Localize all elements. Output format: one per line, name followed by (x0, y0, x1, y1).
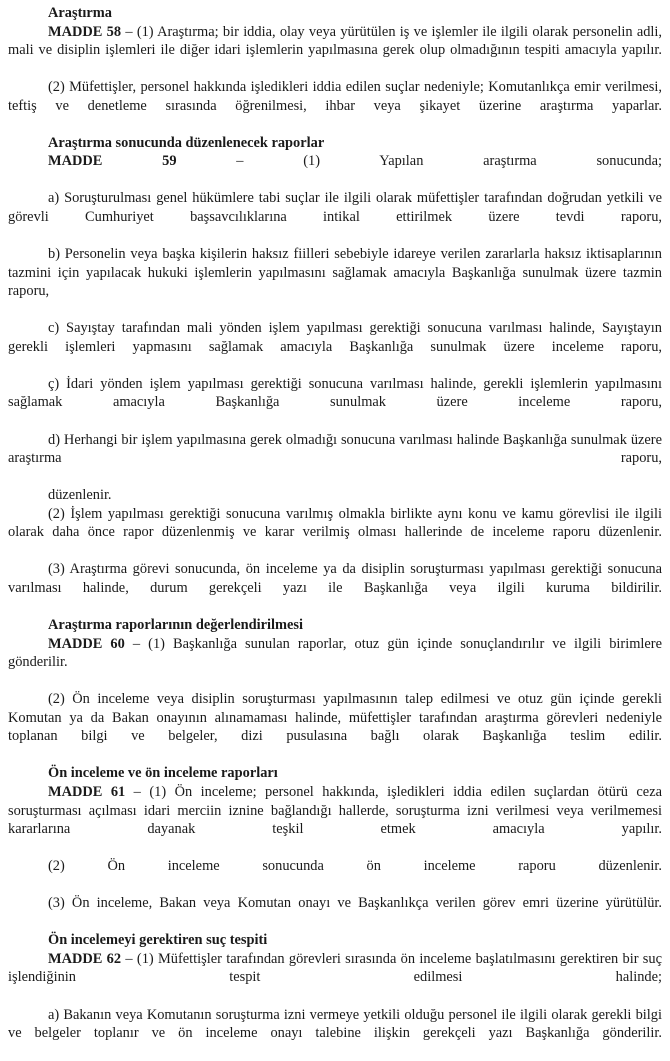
article-number: MADDE 60 (48, 635, 125, 652)
section-heading-text: Ön incelemeyi gerektiren suç tespiti (48, 932, 268, 949)
body-paragraph (8, 857, 662, 894)
body-paragraph-text: (2) İşlem yapılması gerektiği sonucuna varılmış olmakla birlikte aynı konu ve kamu görevlisi ile ilgili olarak daha önce rapor düzenlenmiş ve karar verilmiş olması hallerinde de inceleme raporu düzenlenir. (8, 505, 662, 541)
body-paragraph (8, 560, 662, 616)
article-body-text: – (1) Başkanlığa sunulan raporlar, otuz gün içinde sonuçlandırılır ve ilgili birimlere gönderilir. (8, 635, 662, 671)
article-body-text: – (1) Müfettişler tarafından görevleri sırasında ön inceleme başlatılmasını gerektiren bir suç işlendiğinin tespit edilmesi halinde; (8, 950, 662, 986)
article-number: MADDE 61 (48, 783, 126, 800)
body-paragraph-text: a) Soruşturulması genel hükümlere tabi suçlar ile ilgili olarak müfettişler tarafından doğrudan yetkili ve görevli Cumhuriyet başsavcılıklarına intikal ettirilmek üzere tevdi raporu, (8, 190, 662, 226)
body-paragraph-text: d) Herhangi bir işlem yapılmasına gerek olmadığı sonucuna varılması halinde Başkanlığa sunulmak üzere araştırma raporu, (8, 431, 662, 467)
body-paragraph (8, 1006, 662, 1061)
body-paragraph (8, 894, 662, 931)
body-paragraph-text: (2) Ön inceleme veya disiplin soruşturması yapılmasının talep edilmesi ve otuz gün içinde gerekli Komutan ya da Bakan onayının alınamaması halinde, müfettişler tarafından araştırma görevleri nedeniyle toplanan bilgi ve belgeler, dizi pusulasına bağlı olarak Başkanlığa teslim edilir. (8, 691, 662, 745)
section-heading-text: Araştırma sonucunda düzenlenecek raporlar (48, 134, 325, 151)
article-paragraph (8, 635, 662, 691)
article-body-text: – (1) Yapılan araştırma sonucunda; (176, 153, 663, 170)
article-body-text: – (1) Araştırma; bir iddia, olay veya yürütülen iş ve işlemler ile ilgili olarak personelin adli, mali ve disiplin işlemleri ile diğer idari işlemlerin yapılmasına gerek olup olmadığının tespiti amacıyla yapılır. (8, 23, 662, 59)
body-paragraph-text: düzenlenir. (48, 487, 112, 504)
section-heading (8, 134, 662, 153)
body-paragraph (8, 245, 662, 319)
body-paragraph-text: (3) Araştırma görevi sonucunda, ön inceleme ya da disiplin soruşturması yapılması gerektiği sonucuna varılması halinde, durum gerekçeli yazı ile Başkanlığa veya ilgili kuruma bildirilir. (8, 561, 662, 596)
body-paragraph (8, 78, 662, 134)
body-paragraph-text: (3) Ön inceleme, Bakan veya Komutan onayı ve Başkanlıkça verilen görev emri üzerine yürütülür. (48, 895, 662, 912)
section-heading (8, 764, 662, 783)
article-number: MADDE 59 (48, 153, 177, 170)
body-paragraph (8, 690, 662, 764)
body-paragraph-text: b) Personelin veya başka kişilerin haksız fiilleri sebebiyle idareye verilen zararlarla haksız iktisaplarının tazmini için yapılacak hukuki işlemlerin yapılmasını sağlamak amacıyla Başkanlığa sunulmak üzere tazmin raporu, (8, 246, 662, 300)
section-heading (8, 931, 662, 950)
article-number: MADDE 58 (48, 23, 122, 40)
article-number: MADDE 62 (48, 950, 122, 967)
body-paragraph-text: (2) Ön inceleme sonucunda ön inceleme raporu düzenlenir. (48, 858, 662, 875)
section-heading-text: Araştırma raporlarının değerlendirilmesi (48, 617, 303, 634)
section-heading (8, 4, 662, 23)
body-paragraph (8, 375, 662, 431)
article-paragraph (8, 783, 662, 857)
body-paragraph (8, 189, 662, 245)
article-paragraph (8, 152, 662, 189)
body-paragraph-text: a) Bakanın veya Komutanın soruşturma izni vermeye yetkili olduğu personel ile ilgili olarak gerekli bilgi ve belgeler toplanır ve ön inceleme onayı talebine ilişkin gerekçeli yazı Başkanlığa gönderilir. (8, 1006, 662, 1042)
body-paragraph (8, 505, 662, 561)
article-body-text: – (1) Ön inceleme; personel hakkında, işledikleri iddia edilen suçlardan ötürü ceza soruşturması açılması idari merciin iznine bağlandığı hallerde, soruşturma izni verilmesi veya verilmemesi kararlarına dayanak teşkil etmek amacıyla yapılır. (8, 783, 662, 838)
article-paragraph (8, 23, 662, 79)
section-heading-text: Ön inceleme ve ön inceleme raporları (48, 765, 278, 782)
body-paragraph-text: ç) İdari yönden işlem yapılması gerektiği sonucuna varılması halinde, gerekli işlemlerin yapılmasını sağlamak amacıyla Başkanlığa sunulmak üzere inceleme raporu, (8, 375, 662, 411)
section-heading (8, 616, 662, 635)
body-paragraph-text: c) Sayıştay tarafından mali yönden işlem yapılması gerektiği sonucuna varılması halinde, Sayıştayın gerekli işlemleri yapmasını sağlamak amacıyla Başkanlığa sunulmak üzere inceleme raporu, (8, 320, 662, 355)
section-heading-text: Araştırma (48, 5, 112, 21)
body-paragraph (8, 486, 662, 505)
body-paragraph-text: (2) Müfettişler, personel hakkında işledikleri iddia edilen suçlar nedeniyle; Komutanlıkça emir verilmesi, teftiş ve denetleme sırasında öğrenilmesi, ihbar veya şikayet üzerine araştırma yaparlar. (8, 79, 662, 114)
article-paragraph (8, 950, 662, 1006)
body-paragraph (8, 319, 662, 375)
body-paragraph (8, 431, 662, 487)
